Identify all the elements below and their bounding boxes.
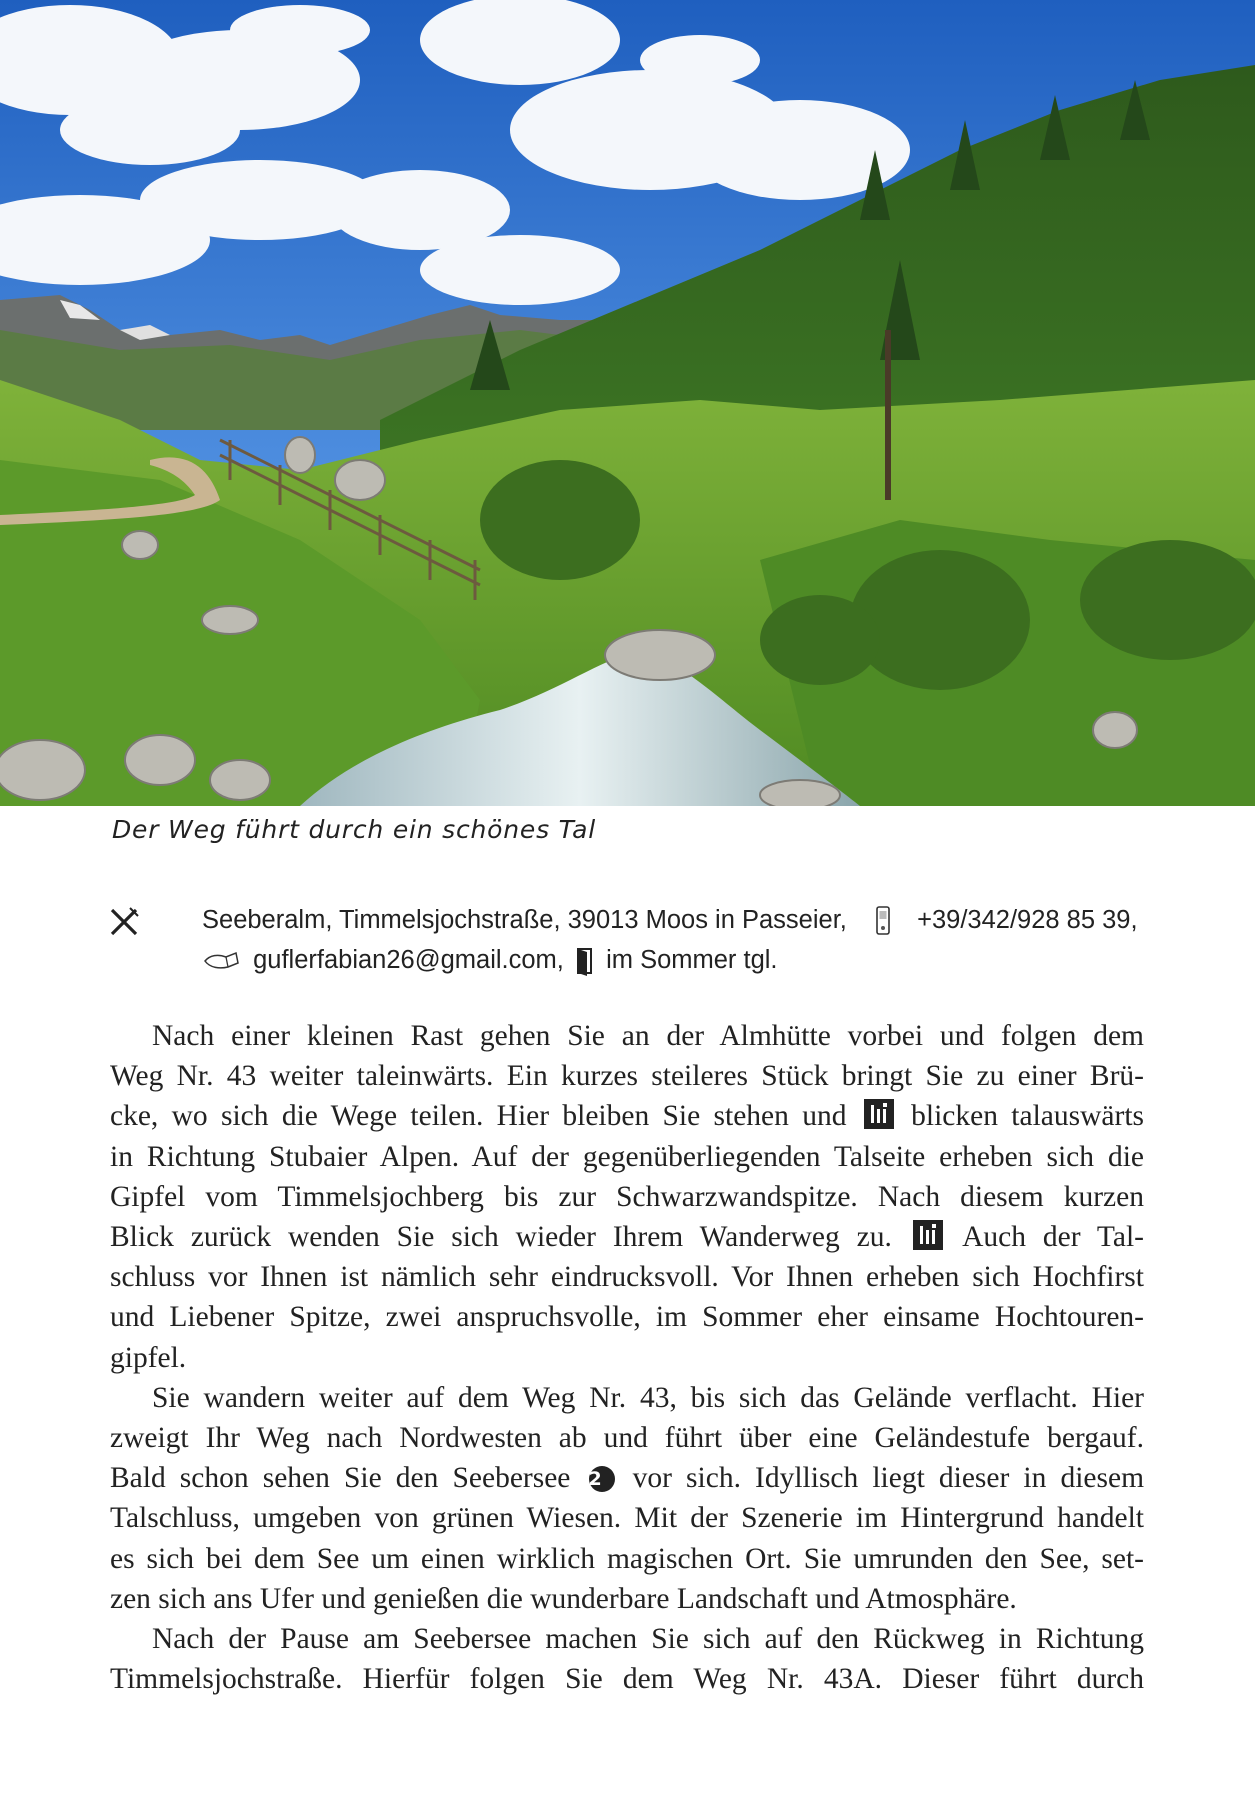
cutlery-icon: [108, 906, 140, 938]
info-line-1: [202, 900, 1252, 940]
text-line: Talschluss, umgeben von grünen Wiesen. Mit der Szenerie im Hintergrund handelt: [110, 1502, 1144, 1535]
door-icon: [575, 946, 595, 976]
text-line: Timmelsjochstraße. Hierfür folgen Sie dem Weg Nr. 43A. Dieser führt durch: [110, 1663, 1144, 1696]
text-fragment: Blick zurück wenden Sie sich wieder Ihrem Wanderweg zu.: [110, 1221, 892, 1254]
text-fragment: cke, wo sich die Wege teilen. Hier bleiben Sie stehen und: [110, 1100, 847, 1133]
photo-caption: Der Weg führt durch ein schönes Tal: [112, 815, 596, 844]
text-fragment: Auch der Tal-: [962, 1221, 1145, 1254]
text-line: [110, 1096, 1144, 1136]
text-line: und Liebener Spitze, zwei anspruchsvolle, im Sommer eher einsame Hochtouren-: [110, 1301, 1144, 1334]
text-fragment: blicken talauswärts: [911, 1100, 1144, 1133]
text-line: Nach einer kleinen Rast gehen Sie an der Almhütte vorbei und folgen dem: [152, 1020, 1144, 1052]
email-icon: [202, 949, 242, 973]
text-line: gipfel.: [110, 1341, 187, 1374]
info-line-2: [202, 940, 778, 980]
text-fragment: Bald schon sehen Sie den Seebersee: [110, 1462, 571, 1495]
text-line: zweigt Ihr Weg nach Nordwesten ab und führt über eine Geländestufe bergauf.: [110, 1422, 1144, 1455]
text-line: Gipfel vom Timmelsjochberg bis zur Schwarzwandspitze. Nach diesem kurzen: [110, 1180, 1144, 1213]
viewpoint-icon: [864, 1099, 894, 1129]
text-line: Sie wandern weiter auf dem Weg Nr. 43, bis sich das Gelände verflacht. Hier: [152, 1381, 1144, 1414]
paragraph-2: [110, 1378, 1144, 1619]
text-line: Nach der Pause am Seebersee machen Sie sich auf den Rückweg in Richtung: [152, 1623, 1144, 1656]
waypoint-marker: 2: [589, 1466, 615, 1492]
text-line: [110, 1217, 1144, 1257]
paragraph-1: [110, 1016, 1144, 1378]
opening-hours: im Sommer tgl.: [606, 946, 778, 974]
text-line: in Richtung Stubaier Alpen. Auf der gegenüberliegenden Talseite erheben sich die: [110, 1140, 1144, 1173]
text-line: zen sich ans Ufer und genießen die wunderbare Landschaft und Atmosphäre.: [110, 1582, 1017, 1615]
text-line: schluss vor Ihnen ist nämlich sehr eindrucksvoll. Vor Ihnen erheben sich Hochfirst: [110, 1261, 1144, 1294]
article-body: [110, 1016, 1144, 1699]
phone-number: +39/342/928 85 39,: [917, 906, 1138, 934]
text-line: Weg Nr. 43 weiter taleinwärts. Ein kurzes steileres Stück bringt Sie zu einer Brü-: [110, 1060, 1144, 1093]
landscape-photo: [0, 0, 1255, 806]
text-line: es sich bei dem See um einen wirklich magischen Ort. Sie umrunden den See, set-: [110, 1542, 1144, 1575]
viewpoint-icon: [913, 1220, 943, 1250]
phone-icon: [872, 904, 894, 938]
address-text: Seeberalm, Timmelsjochstraße, 39013 Moos in Passeier,: [202, 906, 847, 934]
paragraph-3: [110, 1619, 1144, 1699]
email-address: guflerfabian26@gmail.com,: [253, 946, 564, 974]
text-line: [110, 1458, 1144, 1498]
text-fragment: vor sich. Idyllisch liegt dieser in diesem: [632, 1462, 1145, 1495]
